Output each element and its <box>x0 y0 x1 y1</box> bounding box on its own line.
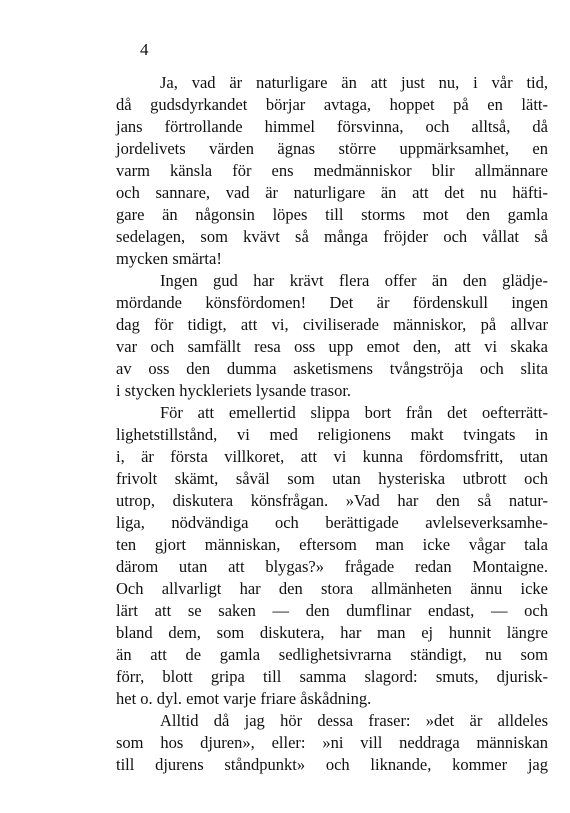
text-line: i stycken hyckleriets lysande trasor. <box>116 381 352 400</box>
text-line: lighetstillstånd, vi med religionens makt tvingats in <box>116 425 548 444</box>
text-line: För att emellertid slippa bort från det oefterrätt- <box>160 403 548 422</box>
text-line: liga, nödvändiga och berättigade avlelseverksamhe- <box>116 513 548 532</box>
text-line: bland dem, som diskutera, har man ej hunnit längre <box>116 623 548 642</box>
text-line: lärt att se saken — den dumflinar endast, — och <box>116 601 548 620</box>
text-line: frivolt skämt, såväl som utan hysteriska utbrott och <box>116 469 548 488</box>
text-line: till djurens ståndpunkt» och liknande, kommer jag <box>116 755 548 774</box>
text-line: i, är första villkoret, att vi kunna fördomsfritt, utan <box>116 447 548 466</box>
text-line: än att de gamla sedlighetsivrarna ständigt, nu som <box>116 645 548 664</box>
text-line: förr, blott gripa till samma slagord: smuts, djurisk- <box>116 667 548 686</box>
text-line: gare än någonsin löpes till storms mot den gamla <box>116 205 548 224</box>
text-line: het o. dyl. emot varje friare åskådning. <box>116 689 372 708</box>
text-line: ten gjort människan, eftersom man icke vågar tala <box>116 535 548 554</box>
text-line: dag för tidigt, att vi, civiliserade människor, på allvar <box>116 315 548 334</box>
text-line: Och allvarligt har den stora allmänheten ännu icke <box>116 579 548 598</box>
text-line: var och samfällt resa oss upp emot den, att vi skaka <box>116 337 548 356</box>
text-line: jans förtrollande himmel försvinna, och alltså, då <box>116 117 548 136</box>
text-line: som hos djuren», eller: »ni vill neddraga människan <box>116 733 548 752</box>
text-line: av oss den dumma asketismens tvångströja och slita <box>116 359 548 378</box>
text-line: då gudsdyrkandet börjar avtaga, hoppet på en lätt- <box>116 95 548 114</box>
text-line: och sannare, vad är naturligare än att det nu häfti- <box>116 183 548 202</box>
text-line: Ingen gud har krävt flera offer än den glädje- <box>160 271 548 290</box>
body-text <box>116 72 548 776</box>
text-line: jordelivets värden ägnas större uppmärksamhet, en <box>116 139 548 158</box>
text-line: mycken smärta! <box>116 249 222 268</box>
text-line: utrop, diskutera könsfrågan. »Vad har den så natur- <box>116 491 548 510</box>
text-line: varm känsla för ens medmänniskor blir allmännare <box>116 161 548 180</box>
text-line: sedelagen, som kvävt så många fröjder och vållat så <box>116 227 548 246</box>
text-line: därom utan att blygas?» frågade redan Montaigne. <box>116 557 548 576</box>
text-line: Alltid då jag hör dessa fraser: »det är alldeles <box>160 711 548 730</box>
text-line: mördande könsfördomen! Det är fördenskull ingen <box>116 293 548 312</box>
page-number: 4 <box>140 40 149 59</box>
text-line: Ja, vad är naturligare än att just nu, i vår tid, <box>160 73 548 92</box>
